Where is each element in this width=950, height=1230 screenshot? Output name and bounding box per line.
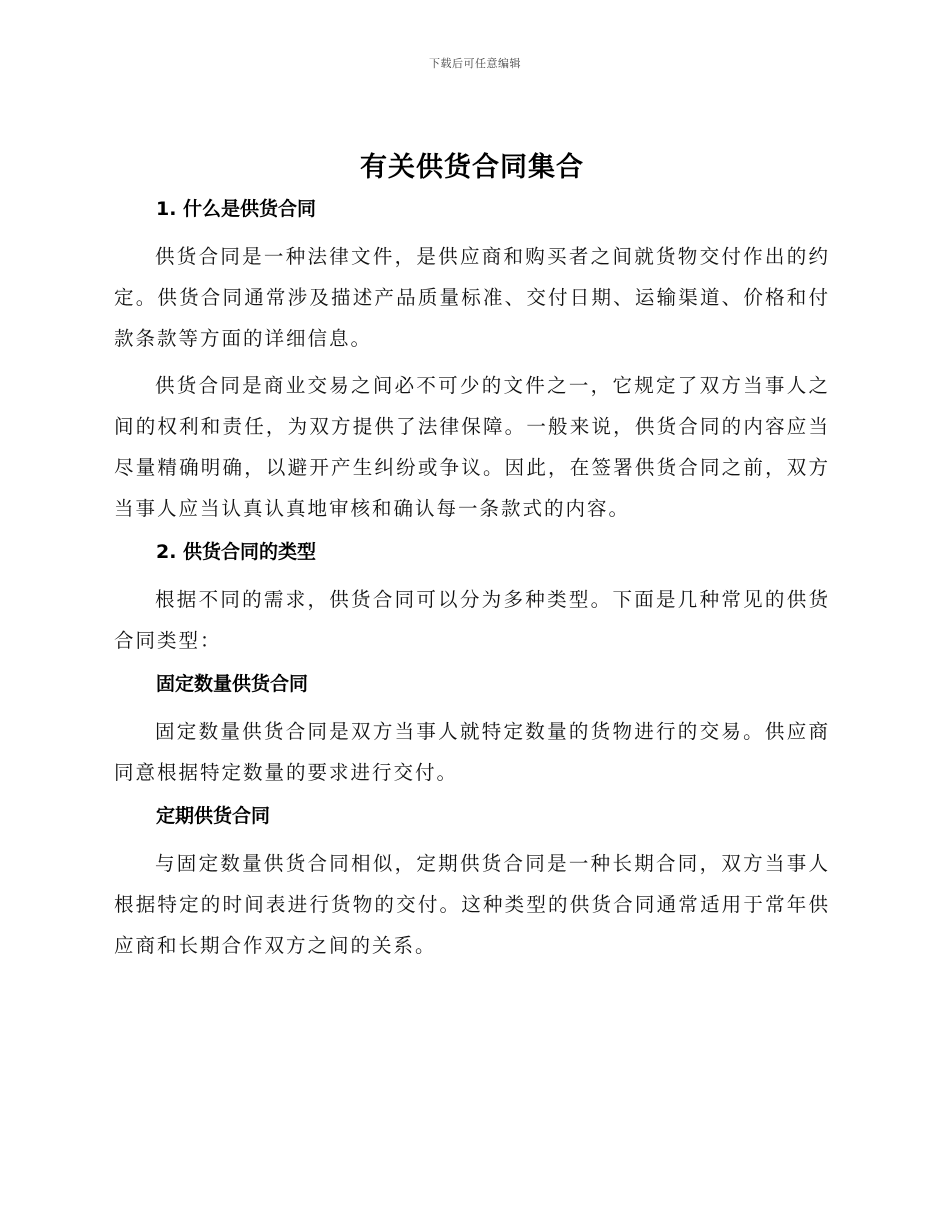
paragraph: 供货合同是商业交易之间必不可少的文件之一，它规定了双方当事人之间的权利和责任，为双方提供了法律保障。一般来说，供货合同的内容应当尽量精确明确，以避开产生纠纷或争议。因此，在签署供货合同之前，双方当事人应当认真认真地审核和确认每一条款式的内容。 [114,374,830,520]
paragraph: 固定数量供货合同是双方当事人就特定数量的货物进行的交易。供应商同意根据特定数量的要求进行交付。 [114,720,830,784]
document-title: 有关供货合同集合 [360,152,584,183]
section-what-is [114,192,830,529]
section-heading: 定期供货合同 [156,805,271,827]
section-fixed-quantity [114,667,830,793]
paragraph: 与固定数量供货合同相似，定期供货合同是一种长期合同，双方当事人根据特定的时间表进行货物的交付。这种类型的供货合同通常适用于常年供应商和长期合作双方之间的关系。 [114,852,830,957]
page-header-note: 下载后可任意编辑 [429,57,521,70]
section-heading: 1. 什么是供货合同 [156,198,317,220]
paragraph: 供货合同是一种法律文件，是供应商和购买者之间就货物交付作出的约定。供货合同通常涉及描述产品质量标准、交付日期、运输渠道、价格和付款条款等方面的详细信息。 [114,245,830,350]
document-body [114,146,830,972]
section-types [114,535,830,661]
section-heading: 2. 供货合同的类型 [156,541,317,563]
section-heading: 固定数量供货合同 [156,673,309,695]
section-periodic [114,799,830,966]
paragraph: 根据不同的需求，供货合同可以分为多种类型。下面是几种常见的供货合同类型： [114,588,830,652]
